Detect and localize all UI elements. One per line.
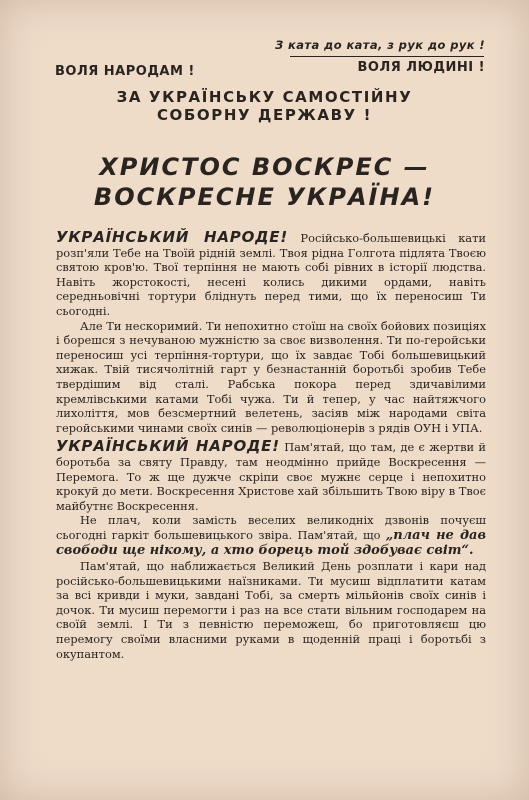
paragraph-4-quote: „плач не дав свободи ще нікому, а хто борець той здобуває світ“.	[56, 527, 487, 559]
headline-line-2: ВОСКРЕСНЕ УКРАЇНА!	[93, 183, 436, 211]
slogan-divider	[290, 56, 484, 57]
top-right-slogan: З ката до ката, з рук до рук !	[275, 38, 485, 52]
paragraph-3-lead: УКРАЇНСЬКИЙ НАРОДЕ!	[56, 437, 280, 456]
paragraph-1-lead: УКРАЇНСЬКИЙ НАРОДЕ!	[56, 228, 288, 246]
headline-line-1: ХРИСТОС ВОСКРЕС —	[99, 153, 430, 181]
left-slogan: ВОЛЯ НАРОДАМ !	[55, 64, 195, 79]
paragraph-5: Пам'ятай, що наближається Великий День розплати і кари над російсько-большевицькими наїзниками. Ти мусиш відплатити катам за всі кривди і муки, завдані Тобі, за смерть мільйонів своїх синів і дочок. Ти мусиш перемогти і раз на все стати вільним господарем на своїй землі. І Ти з певністю переможеш, бо приготовляєш цю перемогу своїми власними руками в щоденній праці і боротьбі з окупантом.	[56, 559, 486, 661]
paragraph-3-text: Пам'ятай, що там, де є жертви й боротьба за святу Правду, там неодмінно прийде Воскресення — Перемога. То ж ще дужче скріпи своє мужнє серце і непохитно крокуй до мети. Воскресення Христове хай збільшить Твою віру в Твоє майбутнє Воскресення.	[56, 440, 486, 513]
subtitle	[0, 88, 529, 124]
paragraph-1-text: Російсько-большевицькі кати розп'яли Тебе на Твоїй рідній землі. Твоя рідна Голгота підлята Твоєю святою кров'ю. Твої терпіння не мають собі рівних в історії людства. Навіть жорстокості, несені колись дикими ордами, навіть середньовічні тортури бліднуть перед тими, що їх переносиш Ти сьогодні.	[56, 231, 486, 318]
paragraph-4-text: Не плач, коли замість веселих великодніх дзвонів почуєш сьогодні гаркіт большевицького звіра. Пам'ятай, що	[56, 513, 486, 542]
paragraph-2: Але Ти нескоримий. Ти непохитно стоїш на своїх бойових позиціях і борешся з нечуваною мужністю за своє визволення. Ти по-геройськи переносиш усі терпіння-тортури, що їх завдає Тобі большевицький хижак. Твій тисячолітній гарт у безнастанній боротьбі зробив Тебе твердішим від сталі. Рабська покора перед здичавілими кремлівськими катами Тобі чужа. Ти й тепер, у час найтяжчого лихоліття, мов безсмертний велетень, засіяв між народами світа геройськими чинами своїх синів — революціонерів з рядів ОУН і УПА.	[56, 318, 486, 435]
subtitle-line-2: СОБОРНУ ДЕРЖАВУ !	[156, 106, 373, 124]
paragraph-1	[56, 230, 486, 319]
article-body	[56, 230, 486, 661]
paragraph-4	[56, 513, 486, 559]
right-slogan: ВОЛЯ ЛЮДИНІ !	[357, 60, 485, 75]
headline	[0, 152, 529, 212]
subtitle-line-1: ЗА УКРАЇНСЬКУ САМОСТІЙНУ	[116, 88, 413, 106]
paragraph-3	[56, 439, 486, 513]
